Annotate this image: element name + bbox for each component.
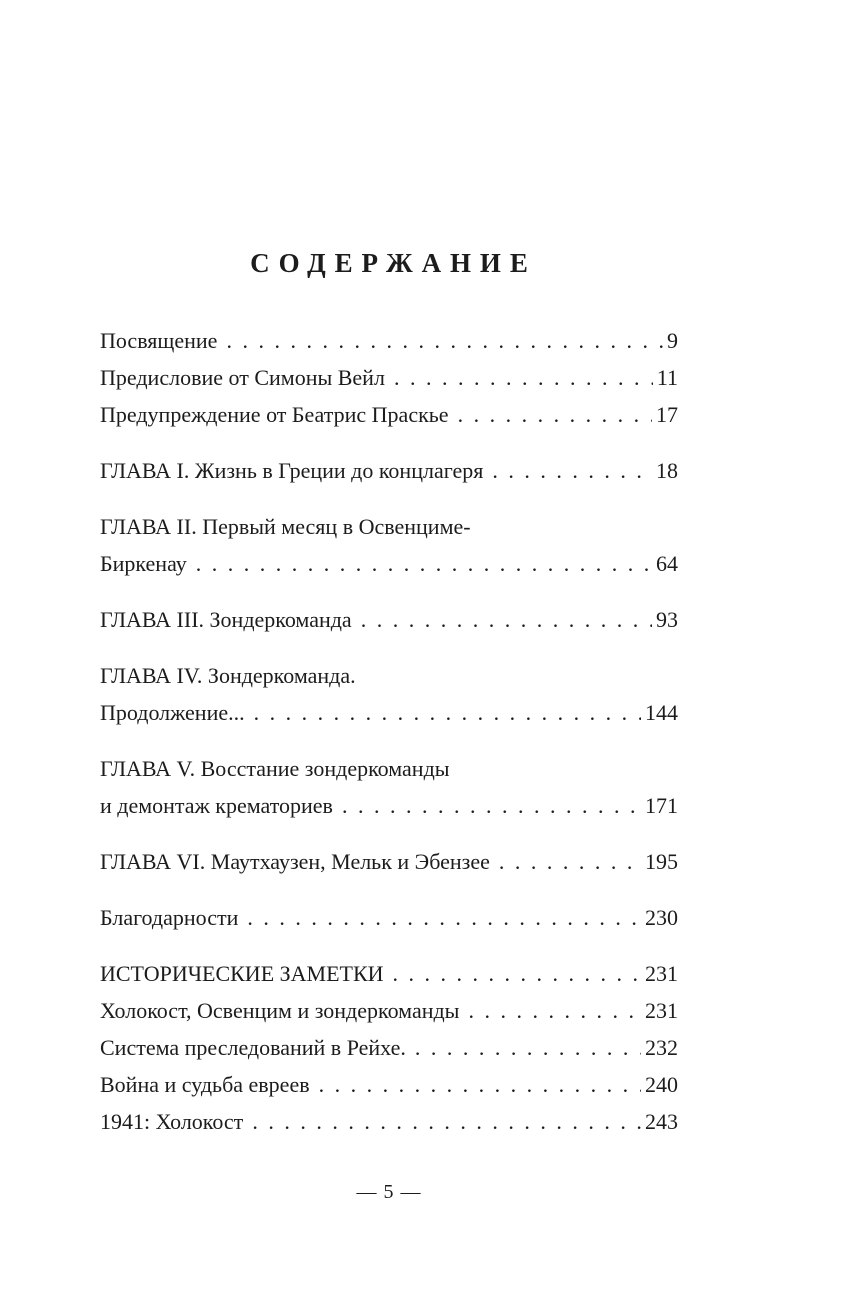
toc-entry-row <box>100 545 678 582</box>
dot-leader <box>226 322 663 359</box>
toc-entry-row <box>100 396 678 433</box>
toc-entry-label: ИСТОРИЧЕСКИЕ ЗАМЕТКИ <box>100 961 384 986</box>
toc-entry-page: 232 <box>645 1035 678 1060</box>
toc-entry-page: 11 <box>656 365 678 390</box>
toc-entry-page: 243 <box>645 1109 678 1134</box>
toc-entry <box>100 843 678 880</box>
toc-entry-label: Продолжение... <box>100 700 245 725</box>
dot-leader <box>196 545 652 582</box>
toc-entry-row <box>100 992 678 1029</box>
toc-entry-label: ГЛАВА I. Жизнь в Греции до концлагеря <box>100 458 484 483</box>
toc-entry-page: 17 <box>656 402 678 427</box>
toc-entry <box>100 601 678 638</box>
toc-entry <box>100 508 678 582</box>
toc-entry-page: 93 <box>656 607 678 632</box>
toc-entry <box>100 322 678 359</box>
toc-entry-page: 9 <box>667 328 678 353</box>
toc-entry <box>100 1103 678 1140</box>
toc-entry-page: 171 <box>645 793 678 818</box>
dot-leader <box>458 396 652 433</box>
toc-entry-label: Война и судьба евреев <box>100 1072 310 1097</box>
toc-entry <box>100 1029 678 1066</box>
toc-entry-page: 195 <box>645 849 678 874</box>
dot-leader <box>342 787 641 824</box>
dot-leader <box>361 601 652 638</box>
dot-leader <box>468 992 641 1029</box>
toc-entry-page: 231 <box>645 961 678 986</box>
dot-leader <box>252 1103 641 1140</box>
dot-leader <box>394 359 653 396</box>
toc-entry-page: 18 <box>656 458 678 483</box>
toc-entry <box>100 1066 678 1103</box>
toc-entry-label: Холокост, Освенцим и зондеркоманды <box>100 998 460 1023</box>
toc-entry-row <box>100 1029 678 1066</box>
toc-entry-row <box>100 1066 678 1103</box>
toc-entry-line: ГЛАВА II. Первый месяц в Освенциме- <box>100 514 471 539</box>
toc-entry <box>100 955 678 992</box>
toc-entry-label: Посвящение <box>100 328 218 353</box>
toc-entry <box>100 657 678 731</box>
toc-entry-row <box>100 452 678 489</box>
toc-entry-line: ГЛАВА IV. Зондеркоманда. <box>100 663 356 688</box>
toc-entry-page: 230 <box>645 905 678 930</box>
toc-entry <box>100 359 678 396</box>
dot-leader <box>247 899 641 936</box>
toc-entry-row <box>100 1103 678 1140</box>
toc-entry <box>100 396 678 433</box>
toc-entry-row <box>100 601 678 638</box>
toc-entry-row <box>100 694 678 731</box>
toc-entry <box>100 899 678 936</box>
toc-entry <box>100 750 678 824</box>
toc-entry-page: 144 <box>645 700 678 725</box>
toc-entry-row <box>100 899 678 936</box>
toc-entry-row <box>100 955 678 992</box>
toc-entry-label: Биркенау <box>100 551 187 576</box>
toc-entry-label: 1941: Холокост <box>100 1109 244 1134</box>
toc-entry-row <box>100 322 678 359</box>
dot-leader <box>319 1066 641 1103</box>
dot-leader <box>492 452 652 489</box>
toc-entry-label: Предупреждение от Беатрис Праскье <box>100 402 449 427</box>
toc-entry-label: ГЛАВА III. Зондеркоманда <box>100 607 352 632</box>
dot-leader <box>393 955 641 992</box>
toc-entry-line: ГЛАВА V. Восстание зондеркоманды <box>100 756 450 781</box>
toc-entry-page: 231 <box>645 998 678 1023</box>
toc-entry-row <box>100 787 678 824</box>
dot-leader <box>415 1029 641 1066</box>
toc-entry-label: Система преследований в Рейхе. <box>100 1035 406 1060</box>
dot-leader <box>499 843 641 880</box>
toc-entry-label: Предисловие от Симоны Вейл <box>100 365 385 390</box>
toc-entry-label: ГЛАВА VI. Маутхаузен, Мельк и Эбензее <box>100 849 490 874</box>
toc-entry-page: 64 <box>656 551 678 576</box>
dot-leader <box>254 694 641 731</box>
toc-entry <box>100 992 678 1029</box>
toc-entry-page: 240 <box>645 1072 678 1097</box>
toc-title: СОДЕРЖАНИЕ <box>250 248 537 278</box>
toc-list <box>100 322 678 1140</box>
toc-entry-label: Благодарности <box>100 905 239 930</box>
toc-entry-row <box>100 843 678 880</box>
toc-entry <box>100 452 678 489</box>
toc-entry-row <box>100 359 678 396</box>
toc-entry-label: и демонтаж крематориев <box>100 793 333 818</box>
page-number-footer: — 5 — <box>356 1181 422 1203</box>
